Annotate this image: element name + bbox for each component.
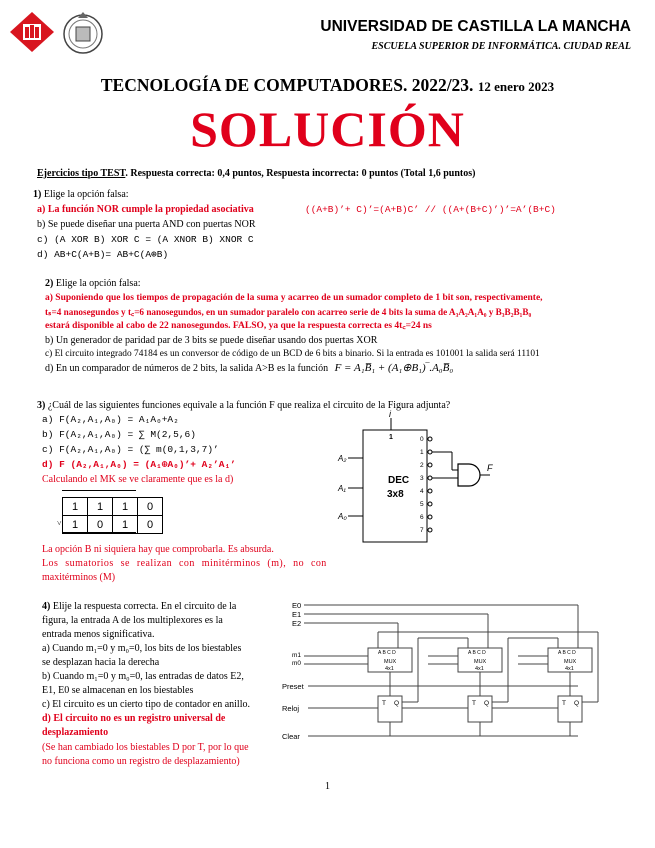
kmap-table <box>62 497 163 534</box>
q1-number: 1) <box>33 189 42 200</box>
mux-label: MUX <box>384 659 397 665</box>
q1-option-a-note: ((A+B)’+ C)’=(A+B)C’ // ((A+(B+C)’)’=A’(B+C) <box>305 204 556 215</box>
ff-q-label: Q <box>574 700 580 707</box>
university-name: UNIVERSIDAD DE CASTILLA LA MANCHA <box>320 18 631 35</box>
mux-pin-labels: A B C D <box>378 650 396 656</box>
decoder-name-1: DEC <box>388 475 410 486</box>
q3-explanation: Calculando el MK se ve claramente que es la d) <box>42 474 234 485</box>
q4-option-a-line1: a) Cuando m₁=0 y m₀=0, los bits de los biestables <box>42 643 242 654</box>
decoder-output-label: 2 <box>420 462 424 469</box>
kmap-cell: 0 <box>88 516 113 534</box>
decoder-output-label: 5 <box>420 501 424 508</box>
uclm-logo <box>8 10 56 54</box>
mux-block <box>368 648 412 672</box>
q3-option-a: a) F(A₂,A₁,A₀) = A₁A₀+A₂ <box>42 414 179 425</box>
mux-pin-labels: A B C D <box>468 650 486 656</box>
mux-block <box>548 648 592 672</box>
q1-option-c: c) (A XOR B) XOR C = (A XNOR B) XNOR C <box>37 234 254 245</box>
decoder-output-label: 7 <box>420 527 424 534</box>
circuit-input-e0: E0 <box>292 601 302 610</box>
q1-option-b: b) Se puede diseñar una puerta AND con puertas NOR <box>37 219 256 230</box>
q3-note-3: maxitérminos (M) <box>42 572 116 583</box>
q1-option-a: a) La función NOR cumple la propiedad asociativa <box>37 204 254 215</box>
q2-option-d <box>45 362 453 375</box>
test-header <box>37 167 475 180</box>
decoder-output-label: 1 <box>420 449 424 456</box>
decoder-output-label: 4 <box>420 488 424 495</box>
t-flip-flop <box>378 696 402 722</box>
ff-t-label: T <box>562 700 566 707</box>
ff-t-label: T <box>472 700 476 707</box>
q4-stem-line1 <box>42 600 236 613</box>
q4-note-2: no funciona como un registro de desplazamiento) <box>42 756 240 767</box>
kmap-cell: 1 <box>113 498 138 516</box>
kmap-cell: 1 <box>113 516 138 534</box>
decoder-output-label: 6 <box>420 514 424 521</box>
q3-option-c: c) F(A₂,A₁,A₀) = (∑ m(0,1,3,7)’ <box>42 444 219 455</box>
q3-number: 3) <box>37 400 46 411</box>
karnaugh-map: ˅ 1 1 1 0 1 0 1 0 <box>62 497 163 534</box>
q1-stem-text: Elige la opción falsa: <box>41 189 129 200</box>
q4-option-c: c) El circuito es un cierto tipo de contador en anillo. <box>42 699 250 710</box>
kmap-cell: 0 <box>138 516 163 534</box>
decoder-circuit-diagram <box>330 408 500 543</box>
mux-block <box>458 648 502 672</box>
shift-register-circuit-diagram <box>278 598 618 748</box>
q2-stem-text: Elige la opción falsa: <box>53 278 141 289</box>
q2-stem <box>45 277 141 290</box>
decoder-output-f: F <box>487 463 493 473</box>
mux-size: 4x1 <box>565 666 574 672</box>
decoder-name-2: 3x8 <box>387 489 404 500</box>
school-name: ESCUELA SUPERIOR DE INFORMÁTICA. CIUDAD REAL <box>371 41 631 52</box>
q2-option-c: c) El circuito integrado 74184 es un conversor de código de un BCD de 6 bits a binario. Si la entrada es 101001 la salida será 11101 <box>45 349 540 359</box>
decoder-enable-label: 1 <box>389 434 393 441</box>
q4-option-a-line2: se desplazan hacia la derecha <box>42 657 160 668</box>
q2-option-a-line1: a) Suponiendo que los tiempos de propagación de la suma y acarreo de un sumador completo de 1 bit son, respectivamente, <box>45 293 543 303</box>
and-gate-icon <box>458 464 480 486</box>
q4-option-b-line1: b) Cuando m₁=0 y m₀=0, las entradas de datos E2, <box>42 671 244 682</box>
ff-t-label: T <box>382 700 386 707</box>
kmap-row <box>63 498 163 516</box>
q2-option-b: b) Un generador de paridad par de 3 bits se puede diseñar usando dos puertas XOR <box>45 335 378 346</box>
q2-option-d-text: d) En un comparador de números de 2 bits, la salida A>B es la función <box>45 363 329 374</box>
q3-option-b: b) F(A₂,A₁,A₀) = ∑ M(2,5,6) <box>42 429 196 440</box>
school-seal-icon <box>62 10 104 56</box>
ff-q-label: Q <box>394 700 400 707</box>
decoder-input-a1: A₁ <box>338 484 346 493</box>
q4-option-d-line2: desplazamiento <box>42 727 109 738</box>
solution-heading: SOLUCIÓN <box>190 101 465 157</box>
circuit-control-preset: Preset <box>282 682 304 691</box>
t-flip-flop <box>468 696 492 722</box>
exam-date: 12 enero 2023 <box>477 79 555 94</box>
q3-stem-text: ¿Cuál de las siguientes funciones equivale a la función F que realiza el circuito de la Figura adjunta? <box>45 400 451 411</box>
circuit-select-m1: m1 <box>292 652 302 659</box>
q4-option-d-line1: d) El circuito no es un registro universal de <box>42 713 226 724</box>
q3-note-1: La opción B ni siquiera hay que comprobarla. Es absurda. <box>42 544 274 555</box>
mux-label: MUX <box>564 659 577 665</box>
page-title <box>0 75 655 96</box>
decoder-input-a2: A₂ <box>338 454 347 463</box>
circuit-control-clear: Clear <box>282 732 300 741</box>
ff-q-label: Q <box>484 700 490 707</box>
decoder-output-label: 0 <box>420 436 424 443</box>
mux-pin-labels: A B C D <box>558 650 576 656</box>
circuit-input-e2: E2 <box>292 619 302 628</box>
q4-number: 4) <box>42 601 51 612</box>
q4-option-b-line2: E1, E0 se almacenan en los biestables <box>42 685 194 696</box>
circuit-select-m0: m0 <box>292 660 302 667</box>
q4-note-1: (Se han cambiado los biestables D por T, por lo que <box>42 742 249 753</box>
decoder-input-a0: A₀ <box>338 512 347 521</box>
mux-label: MUX <box>474 659 487 665</box>
kmap-cell: 1 <box>63 516 88 534</box>
decoder-output-label: 3 <box>420 475 424 482</box>
test-header-label: Ejercicios tipo TEST <box>37 168 126 179</box>
circuit-control-reloj: Reloj <box>282 704 300 713</box>
q2-option-a-line3: estará disponible al cabo de 22 nanosegundos. FALSO, ya que la respuesta correcta es 4t꜀=24 ns <box>45 321 432 331</box>
kmap-cell: 0 <box>138 498 163 516</box>
q2-number: 2) <box>45 278 54 289</box>
q1-option-d: d) AB+C(A+B)= AB+C(A⊕B) <box>37 249 169 260</box>
decoder-enable-top-label: i <box>389 409 391 419</box>
mux-size: 4x1 <box>475 666 484 672</box>
q3-option-d: d) F (A₂,A₁,A₀) = (A₁⊕A₀)’+ A₂’A₁’ <box>42 459 236 470</box>
kmap-row <box>63 516 163 534</box>
q1-stem <box>33 188 129 201</box>
q4-stem-text: Elije la respuesta correcta. En el circuito de la <box>50 601 237 612</box>
q4-stem-line2: figura, la entrada A de los multiplexores es la <box>42 615 223 626</box>
page-number: 1 <box>325 781 330 792</box>
t-flip-flop <box>558 696 582 722</box>
test-header-rest: . Respuesta correcta: 0,4 puntos, Respuesta incorrecta: 0 puntos (Total 1,6 puntos) <box>125 168 476 179</box>
q2-option-a-line2: tₛ=4 nanosegundos y t꜀=6 nanosegundos, en un sumador paralelo con acarreo serie de 4 bits la suma de A₃A₂A₁A₀ y B₃B₂B₁B₀ <box>45 307 532 317</box>
circuit-input-e1: E1 <box>292 610 302 619</box>
q2-option-d-formula: F = A₁B̅₁ + (A₁⊕B₁)‾.A₀B̅₀ <box>334 362 454 374</box>
kmap-cell: 1 <box>88 498 113 516</box>
kmap-cell: 1 <box>63 498 88 516</box>
course-title: TECNOLOGÍA DE COMPUTADORES. 2022/23. <box>100 75 474 95</box>
q3-note-2: Los sumatorios se realizan con minitérminos (m), no con <box>42 558 327 569</box>
mux-size: 4x1 <box>385 666 394 672</box>
q4-stem-line3: entrada menos significativa. <box>42 629 155 640</box>
